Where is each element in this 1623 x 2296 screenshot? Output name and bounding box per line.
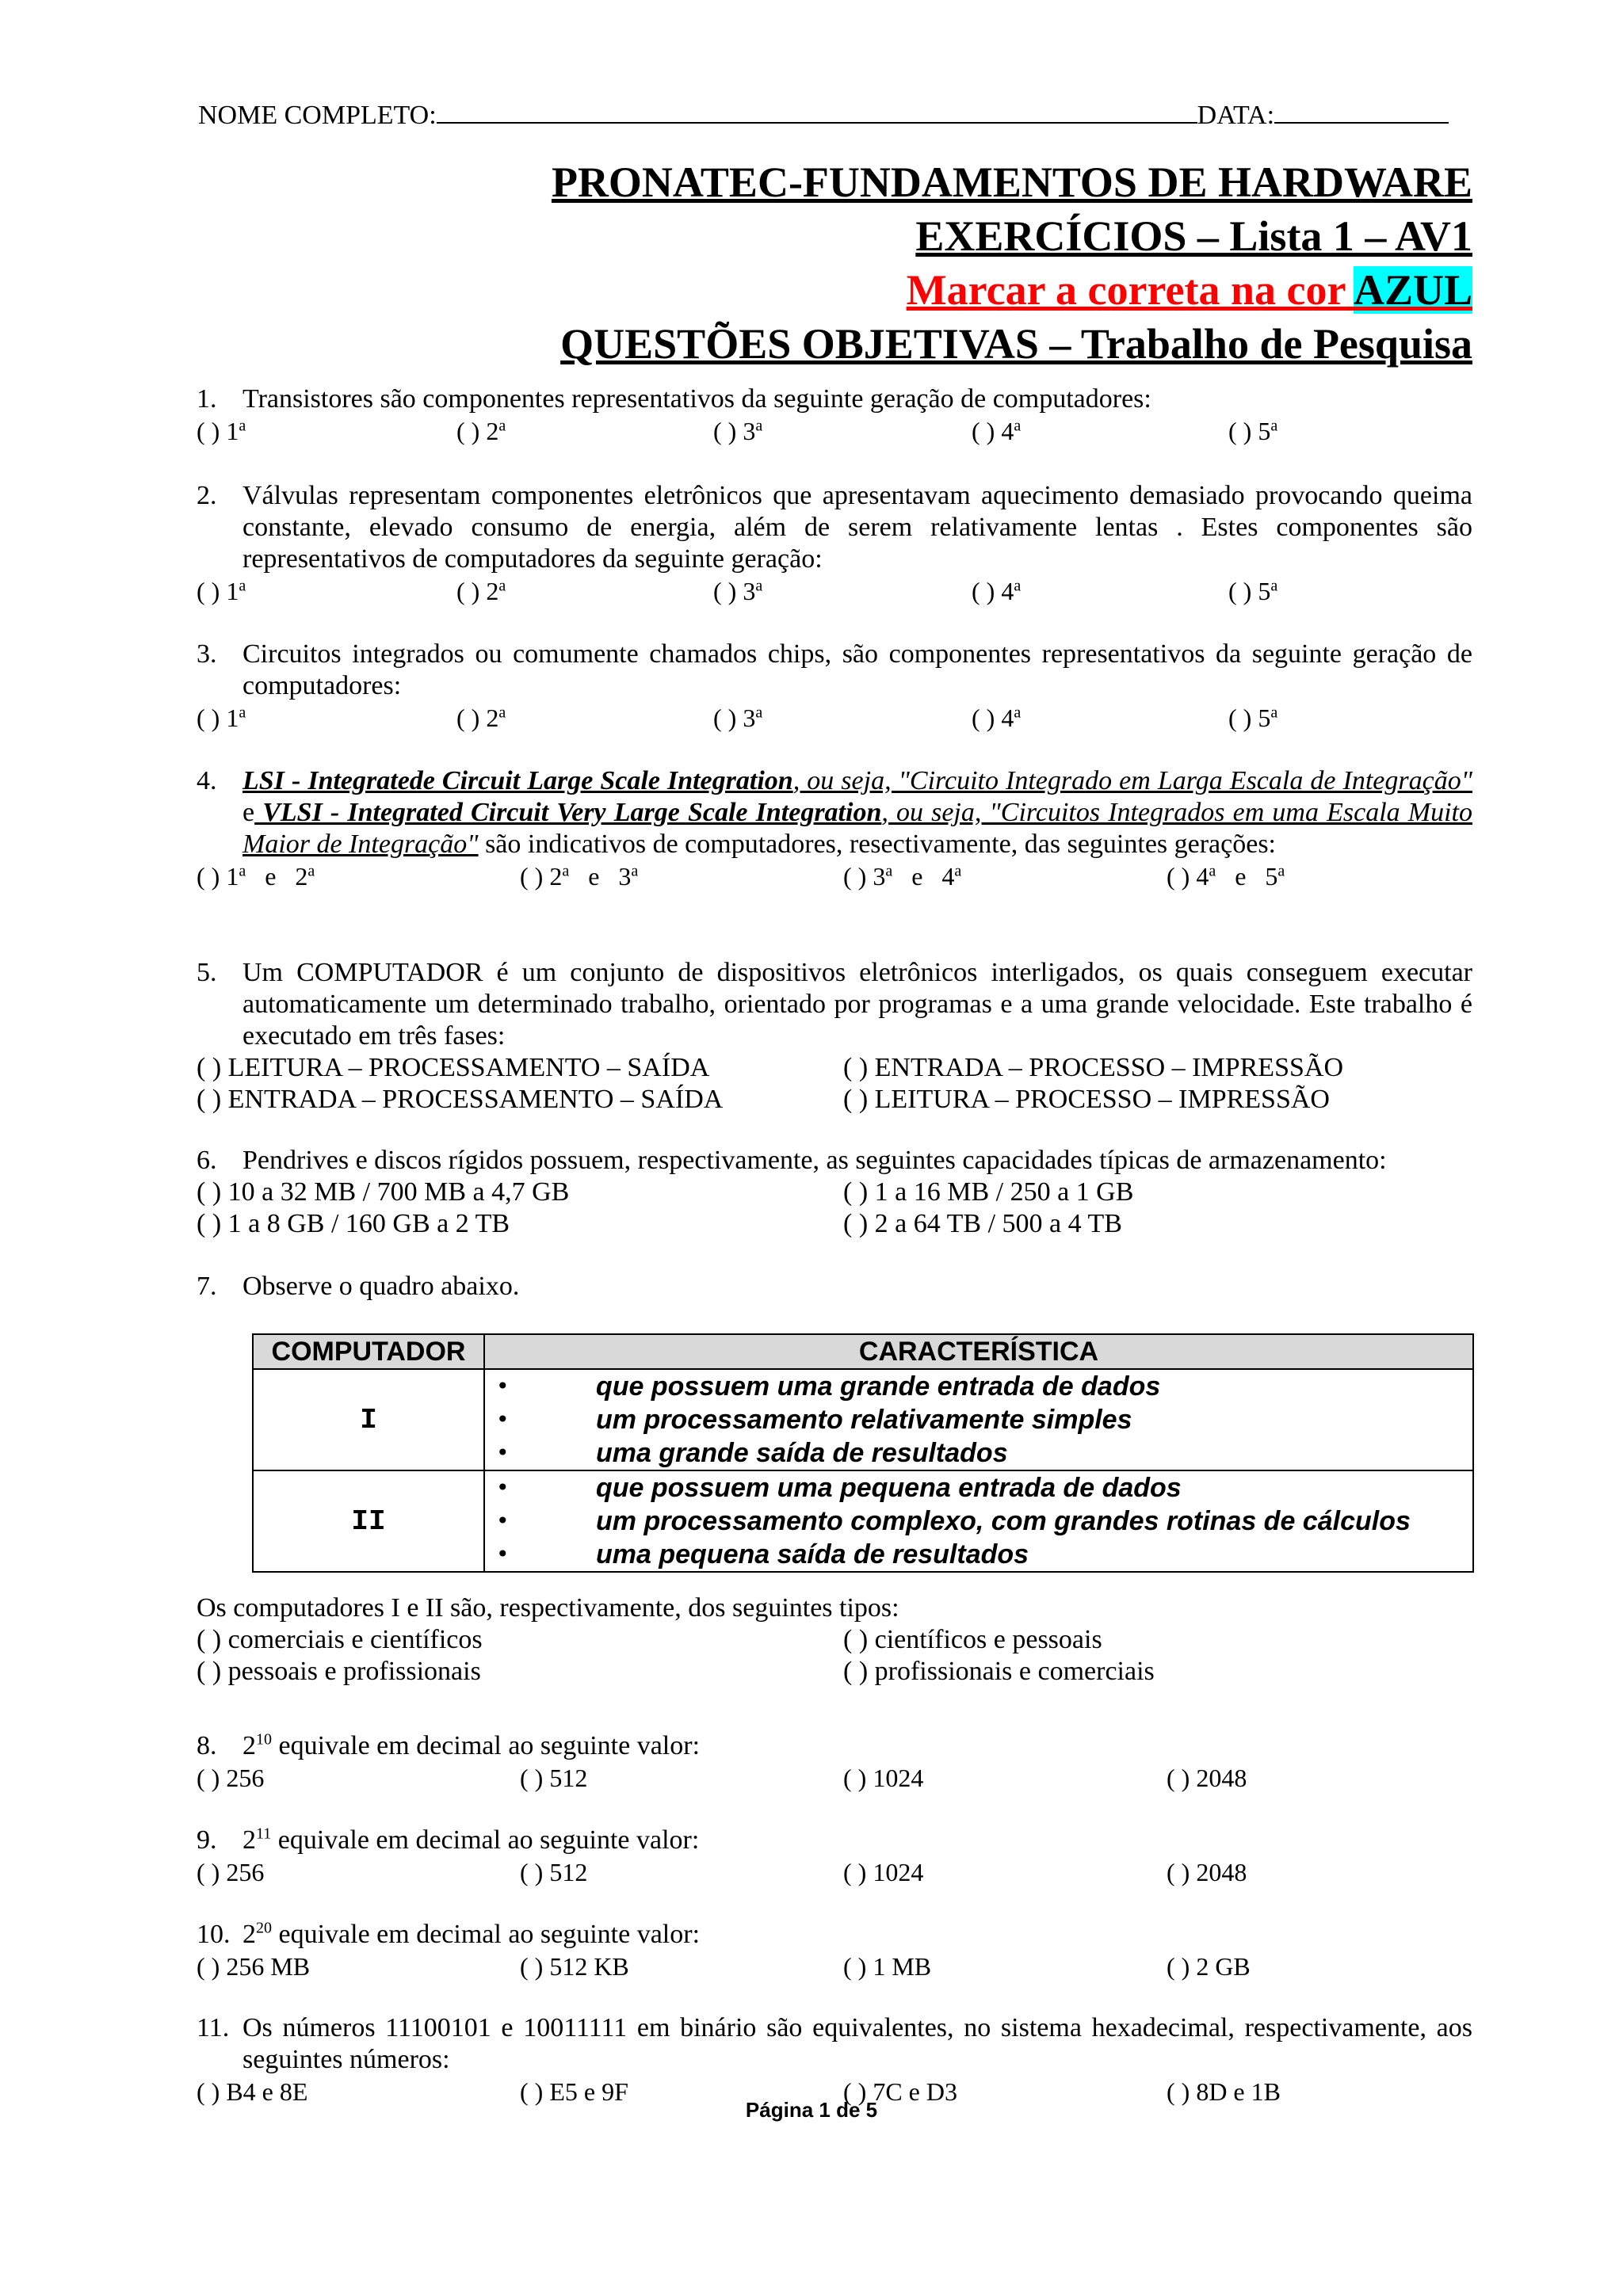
- question-1-options: [197, 415, 1472, 447]
- question-4: 4. LSI - Integratede Circuit Large Scale Integration, ou seja, "Circuito Integrado em Larga Escala de Integração" e VLSI - Integrated Circuit Very Large Scale Integration, ou seja, "Circuitos Integrados em uma Escala Muito Maior de Integração" são indicativos de computadores, resectivamente, das seguintes gerações: ( ) 1$^a$ e 2$^a$ ( ) 2$^a$ e 3$^a$ ( ) 3$^a$ e 4$^a$ ( ) 4$^a$ e 5$^a$: [197, 766, 1472, 891]
- name-label: NOME COMPLETO:: [198, 101, 437, 130]
- question-4-options: [197, 860, 1472, 892]
- table-row: [253, 1369, 1473, 1470]
- option[interactable]: ( ) 3$^a$ e 4$^a$: [843, 862, 962, 891]
- option[interactable]: ( ) 4$^a$: [972, 704, 1022, 732]
- question-1-text: Transistores são componentes representativos da seguinte geração de computadores:: [242, 384, 1151, 414]
- table-header-computador: COMPUTADOR: [253, 1334, 484, 1369]
- option[interactable]: ( ) 1 a 16 MB / 250 a 1 GB: [843, 1177, 1134, 1207]
- option[interactable]: ( ) 2$^a$: [456, 577, 506, 605]
- option[interactable]: ( ) 3$^a$: [713, 704, 763, 732]
- option[interactable]: ( ) 512: [520, 1764, 588, 1792]
- option[interactable]: ( ) 2$^a$: [456, 704, 506, 732]
- question-9-text: $2^{11}$ equivale em decimal ao seguinte valor:: [242, 1825, 700, 1855]
- option[interactable]: ( ) profissionais e comerciais: [843, 1657, 1155, 1686]
- option[interactable]: ( ) comerciais e científicos: [197, 1625, 483, 1654]
- option[interactable]: ( ) 1$^a$: [197, 417, 246, 445]
- option[interactable]: ( ) 256: [197, 1764, 265, 1792]
- question-8-options: [197, 1762, 1472, 1794]
- question-3-text: Circuitos integrados ou comumente chamados chips, são componentes representativos da seguinte geração de computadores:: [242, 639, 1472, 700]
- question-9-options: [197, 1856, 1472, 1888]
- option[interactable]: ( ) 4$^a$ e 5$^a$: [1167, 862, 1285, 891]
- question-5-options: [197, 1052, 1472, 1116]
- option[interactable]: ( ) 1$^a$ e 2$^a$: [197, 862, 315, 891]
- title-block: [552, 155, 1472, 371]
- question-9: 9. $2^{11}$ equivale em decimal ao seguinte valor: ( ) 256 ( ) 512 ( ) 1024 ( ) 2048: [197, 1825, 1472, 1888]
- list-item: • que possuem uma pequena entrada de dados: [496, 1473, 1182, 1503]
- option[interactable]: ( ) 512 KB: [520, 1952, 629, 1981]
- option[interactable]: ( ) 256 MB: [197, 1952, 311, 1981]
- question-10-text: $2^{20}$ equivale em decimal ao seguinte valor:: [242, 1919, 701, 1949]
- option[interactable]: ( ) 3$^a$: [713, 577, 763, 605]
- option[interactable]: ( ) 2 a 64 TB / 500 a 4 TB: [843, 1209, 1122, 1238]
- option[interactable]: ( ) 2048: [1167, 1858, 1247, 1886]
- date-blank: [1274, 98, 1449, 124]
- header-line: [198, 98, 1466, 131]
- option[interactable]: ( ) 1 a 8 GB / 160 GB a 2 TB: [197, 1209, 510, 1238]
- question-11: 11. Os números 11100101 e 10011111 em binário são equivalentes, no sistema hexadecimal, respectivamente, aos seguintes números: ( ) B4 e 8E ( ) E5 e 9F ( ) 7C e D3 ( ) 8D e 1B: [197, 2013, 1472, 2106]
- list-item: • um processamento relativamente simples: [496, 1405, 1132, 1435]
- option[interactable]: ( ) 1 MB: [843, 1952, 932, 1981]
- computer-label: II: [253, 1470, 484, 1572]
- question-5: 5. Um COMPUTADOR é um conjunto de dispositivos eletrônicos interligados, os quais conseguem executar automaticamente um determinado trabalho, orientado por programas e a uma grande velocidade. Este trabalho é executado em três fases: ( ) LEITURA – PROCESSAMENTO – SAÍDA ( ) ENTRADA – PROCESSO – IMPRESSÃO ( ) ENTRADA – PROCESSAMENTO – SAÍDA ( ) LEITURA – PROCESSO – IMPRESSÃO: [197, 958, 1472, 1114]
- question-7-followup: [197, 1592, 1472, 1688]
- option[interactable]: ( ) ENTRADA – PROCESSO – IMPRESSÃO: [843, 1053, 1343, 1082]
- option[interactable]: ( ) 5$^a$: [1228, 417, 1278, 445]
- option[interactable]: ( ) 1$^a$: [197, 577, 246, 605]
- title-course: PRONATEC-FUNDAMENTOS DE HARDWARE: [551, 158, 1472, 206]
- title-questions: QUESTÕES OBJETIVAS – Trabalho de Pesquisa: [560, 320, 1472, 368]
- question-2-text: Válvulas representam componentes eletrônicos que apresentavam aquecimento demasiado provocando queima constante, elevado consumo de energia, além de serem relativamente lentas . Estes componentes são representativos de computadores da seguinte geração:: [242, 481, 1472, 574]
- option[interactable]: ( ) 3$^a$: [713, 417, 763, 445]
- table-header-caracteristica: CARACTERÍSTICA: [484, 1334, 1473, 1369]
- name-blank: [437, 98, 1197, 124]
- question-6-text: Pendrives e discos rígidos possuem, respectivamente, as seguintes capacidades típicas de armazenamento:: [242, 1146, 1387, 1175]
- question-8-text: $2^{10}$ equivale em decimal ao seguinte valor:: [242, 1730, 701, 1760]
- list-item: • um processamento complexo, com grandes rotinas de cálculos: [496, 1506, 1411, 1536]
- question-7-options: [197, 1624, 1472, 1688]
- option[interactable]: ( ) 2048: [1167, 1764, 1247, 1792]
- question-2: 2. Válvulas representam componentes eletrônicos que apresentavam aquecimento demasiado provocando queima constante, elevado consumo de energia, além de serem relativamente lentas . Estes componentes são representativos de computadores da seguinte geração: ( ) 1$^a$ ( ) 2$^a$ ( ) 3$^a$ ( ) 4$^a$ ( ) 5$^a$: [197, 481, 1472, 605]
- list-item: • que possuem uma grande entrada de dados: [496, 1371, 1161, 1402]
- option[interactable]: ( ) LEITURA – PROCESSAMENTO – SAÍDA: [197, 1053, 710, 1082]
- option[interactable]: ( ) 2$^a$: [456, 417, 506, 445]
- list-item: • uma pequena saída de resultados: [496, 1539, 1029, 1569]
- question-10: 10. $2^{20}$ equivale em decimal ao seguinte valor: ( ) 256 MB ( ) 512 KB ( ) 1 MB ( ) 2 GB: [197, 1919, 1472, 1982]
- question-7: 7. Observe o quadro abaixo.: [197, 1271, 1472, 1302]
- option[interactable]: ( ) 8D e 1B: [1167, 2077, 1281, 2106]
- question-11-text: Os números 11100101 e 10011111 em binário são equivalentes, no sistema hexadecimal, respectivamente, aos seguintes números:: [242, 2013, 1472, 2074]
- question-3-options: [197, 702, 1472, 734]
- option[interactable]: ( ) científicos e pessoais: [843, 1625, 1102, 1654]
- option[interactable]: ( ) 4$^a$: [972, 417, 1022, 445]
- option[interactable]: ( ) ENTRADA – PROCESSAMENTO – SAÍDA: [197, 1085, 724, 1114]
- option[interactable]: ( ) 4$^a$: [972, 577, 1022, 605]
- computer-label: I: [253, 1369, 484, 1470]
- question-6-options: [197, 1177, 1472, 1240]
- question-10-options: [197, 1951, 1472, 1982]
- option[interactable]: ( ) 2$^a$ e 3$^a$: [520, 862, 639, 891]
- question-5-text: Um COMPUTADOR é um conjunto de dispositivos eletrônicos interligados, os quais conseguem executar automaticamente um determinado trabalho, orientado por programas e a uma grande velocidade. Este trabalho é executado em três fases:: [242, 958, 1472, 1051]
- question-7-text: Observe o quadro abaixo.: [242, 1272, 520, 1301]
- question-1: 1. Transistores são componentes representativos da seguinte geração de computadores: ( ) 1$^a$ ( ) 2$^a$ ( ) 3$^a$ ( ) 4$^a$ ( ) 5$^a$: [197, 383, 1472, 447]
- question-7-after-text: Os computadores I e II são, respectivamente, dos seguintes tipos:: [197, 1593, 899, 1623]
- question-3: 3. Circuitos integrados ou comumente chamados chips, são componentes representativos da seguinte geração de computadores: ( ) 1$^a$ ( ) 2$^a$ ( ) 3$^a$ ( ) 4$^a$ ( ) 5$^a$: [197, 639, 1472, 732]
- option[interactable]: ( ) 5$^a$: [1228, 704, 1278, 732]
- date-label: DATA:: [1197, 101, 1275, 130]
- option[interactable]: ( ) 1024: [843, 1858, 924, 1886]
- option[interactable]: ( ) 7C e D3: [843, 2077, 957, 2106]
- title-instruction: Marcar a correta na cor AZUL: [906, 266, 1472, 314]
- option[interactable]: ( ) 512: [520, 1858, 588, 1886]
- characteristics-table: [252, 1333, 1474, 1573]
- list-item: • uma grande saída de resultados: [496, 1438, 1008, 1468]
- option[interactable]: ( ) 10 a 32 MB / 700 MB a 4,7 GB: [197, 1177, 570, 1207]
- option[interactable]: ( ) LEITURA – PROCESSO – IMPRESSÃO: [843, 1085, 1330, 1114]
- page-number: Página 1 de 5: [745, 2098, 878, 2122]
- question-6: 6. Pendrives e discos rígidos possuem, respectivamente, as seguintes capacidades típicas de armazenamento: ( ) 10 a 32 MB / 700 MB a 4,7 GB ( ) 1 a 16 MB / 250 a 1 GB ( ) 1 a 8 GB / 160 GB a 2 TB ( ) 2 a 64 TB / 500 a 4 TB: [197, 1145, 1472, 1240]
- option[interactable]: ( ) pessoais e profissionais: [197, 1657, 481, 1686]
- question-8: 8. $2^{10}$ equivale em decimal ao seguinte valor: ( ) 256 ( ) 512 ( ) 1024 ( ) 2048: [197, 1730, 1472, 1794]
- question-4-text: LSI - Integratede Circuit Large Scale Integration, ou seja, "Circuito Integrado em Larga Escala de Integração" e VLSI - Integrated Circuit Very Large Scale Integration, ou seja, "Circuitos Integrados em uma Escala Muito Maior de Integração" são indicativos de computadores, resectivamente, das seguintes gerações:: [242, 766, 1472, 859]
- option[interactable]: ( ) 1$^a$: [197, 704, 246, 732]
- title-list: EXERCÍCIOS – Lista 1 – AV1: [915, 212, 1472, 260]
- question-2-options: [197, 575, 1472, 607]
- table-row: [253, 1470, 1473, 1572]
- highlight-azul: AZUL: [1353, 266, 1472, 314]
- option[interactable]: ( ) E5 e 9F: [520, 2077, 628, 2106]
- option[interactable]: ( ) 5$^a$: [1228, 577, 1278, 605]
- option[interactable]: ( ) 1024: [843, 1764, 924, 1792]
- option[interactable]: ( ) 256: [197, 1858, 265, 1886]
- option[interactable]: ( ) 2 GB: [1167, 1952, 1251, 1981]
- option[interactable]: ( ) B4 e 8E: [197, 2077, 308, 2106]
